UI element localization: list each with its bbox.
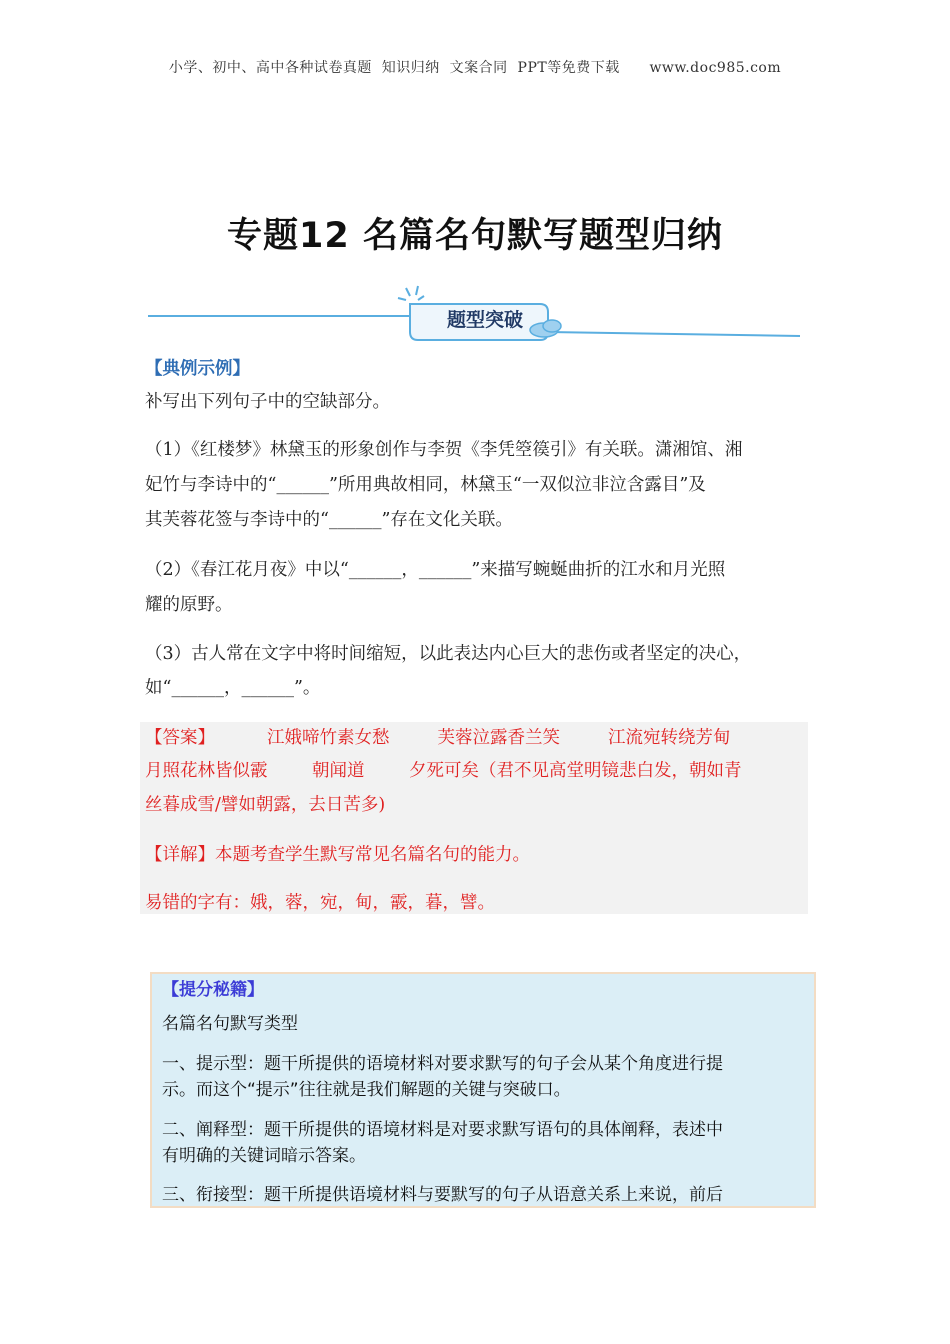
example-instruction: 补写出下列句子中的空缺部分。 [145,392,390,412]
section-banner [148,282,800,348]
page-title: 专题12 名篇名句默写题型归纳 [227,216,723,256]
tips-subtitle: 名篇名句默写类型 [162,1014,298,1034]
banner-label: 题型突破 [446,309,523,331]
question-3-line-1: （3）古人常在文字中将时间缩短，以此表达内心巨大的悲伤或者坚定的决心， [145,644,752,664]
question-1-line-3: 其芙蓉花签与李诗中的“______”存在文化关联。 [145,510,513,530]
tip-1-line-1: 一、提示型：题干所提供的语境材料对要求默写的句子会从某个角度进行提 [162,1054,723,1074]
tips-box [150,972,816,1208]
explain-text: 本题考查学生默写常见名篇名句的能力。 [215,845,530,865]
answer-line-1 [145,721,805,756]
question-2-line-1: （2）《春江花月夜》中以“______，______”来描写蜿蜒曲折的江水和月光照 [145,560,726,580]
tip-2-line-2: 有明确的关键词暗示答案。 [162,1146,366,1166]
tip-1-line-2: 示。而这个“提示”往往就是我们解题的关键与突破口。 [162,1080,571,1100]
tip-2-line-1: 二、阐释型：题干所提供的语境材料是对要求默写语句的具体阐释，表述中 [162,1120,723,1140]
answer-3: 江流宛转绕芳甸 [608,728,731,748]
tip-3-line-1: 三、衔接型：题干所提供语境材料与要默写的句子从语意关系上来说，前后 [162,1185,723,1205]
page-header: 小学、初中、高中各种试卷真题 知识归纳 文案合同 PPT等免费下载 www.doc985.com [168,60,782,76]
question-1-line-2: 妃竹与李诗中的“______”所用典故相同，林黛玉“一双似泣非泣含露目”及 [145,475,706,495]
answer-line-3: 丝暮成雪/譬如朝露，去日苦多) [145,795,386,815]
answer-2: 芙蓉泣露香兰笑 [437,728,560,748]
question-2-line-2: 耀的原野。 [145,595,233,615]
answer-label: 【答案】 [145,728,215,748]
error-chars: 易错的字有：娥，蓉，宛，甸，霰，暮，譬。 [145,893,495,913]
sparkle-icon [398,286,424,300]
tips-label: 【提分秘籍】 [162,980,264,1000]
question-3-line-2: 如“______，______”。 [145,678,321,698]
answer-1: 江娥啼竹素女愁 [267,728,390,748]
explain-label: 【详解】 [145,845,215,865]
question-1-line-1: （1）《红楼梦》林黛玉的形象创作与李贺《李凭箜篌引》有关联。潇湘馆、湘 [145,440,743,460]
example-label: 【典例示例】 [145,359,250,379]
explain-line [145,838,805,873]
answer-line-2: 月照花林皆似霰 朝闻道 夕死可矣（君不见高堂明镜悲白发，朝如青 [145,761,742,781]
